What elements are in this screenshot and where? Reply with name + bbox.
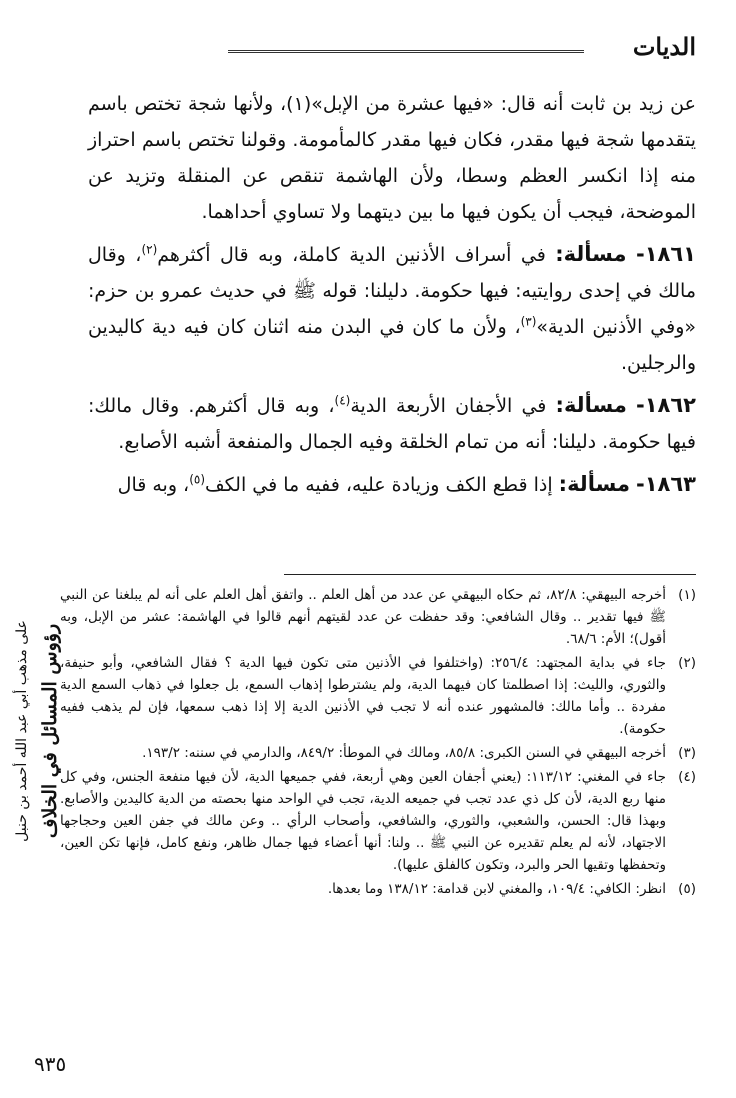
masala-text: ، وبه قال — [117, 474, 190, 496]
masala-text: ، وبه قال أكثرهم. وقال مالك: فيها حكومة. دليلنا: أنه من تمام الخلقة وفيه الجمال والمنفعة أشبه الأصابع. — [88, 395, 696, 453]
masala-text: ، ولأن ما كان في البدن منه اثنان كان فيه دية كاليدين والرجلين. — [88, 316, 696, 374]
footnote-number: (٥) — [678, 881, 696, 897]
footnote-5 — [60, 878, 696, 900]
masala-1862 — [88, 387, 696, 460]
masala-label: مسألة: — [555, 242, 627, 266]
masala-label: مسألة: — [558, 472, 630, 496]
footnotes — [60, 584, 696, 902]
intro-paragraph: عن زيد بن ثابت أنه قال: «فيها عشرة من الإبل»(١)، ولأنها شجة تختص باسم يتقدمها شجة فيها مقدر، فكان فيها مقدر كالمأمومة. وقولنا تختص باسم احتراز منه إذا انكسر العظم وسطا، ولأن الهاشمة تنقص عن المنقلة وتزيد عن الموضحة، فيجب أن يكون فيها ما بين ديتهما ولا تساوي أحداهما. — [88, 93, 696, 223]
footnote-1 — [60, 584, 696, 650]
running-title: الديات — [632, 32, 696, 61]
side-note — [10, 556, 66, 906]
side-note-subtitle: على مذهب أبي عبد الله أحمد بن حنبل — [14, 620, 30, 842]
masala-1863 — [88, 466, 696, 503]
masala-number: ١٨٦١- — [636, 242, 697, 266]
footnote-text: أخرجه البيهقي في السنن الكبرى: ٨٥/٨، ومالك في الموطأ: ٨٤٩/٢، والدارمي في سننه: ١٩٣/٢. — [142, 745, 666, 761]
masala-text: إذا قطع الكف وزيادة عليه، ففيه ما في الكف — [205, 474, 553, 496]
masala-label: مسألة: — [555, 393, 627, 417]
page-number: ٩٣٥ — [34, 1052, 67, 1076]
masala-text: في أسراف الأذنين الدية كاملة، وبه قال أكثرهم — [157, 244, 546, 266]
footnote-number: (٤) — [678, 769, 696, 785]
footnote-number: (٢) — [678, 655, 696, 671]
footnote-3 — [60, 742, 696, 764]
masala-text: في الأجفان الأربعة الدية — [350, 395, 547, 417]
footnote-ref[interactable]: (٣) — [520, 314, 537, 329]
masala-number: ١٨٦٣- — [636, 472, 696, 496]
footnote-separator — [284, 574, 696, 575]
footnote-ref[interactable]: (٤) — [334, 393, 351, 408]
footnote-number: (١) — [678, 587, 696, 603]
footnote-text: أخرجه البيهقي: ٨٢/٨، ثم حكاه البيهقي عن عدد من أهل العلم .. واتفق أهل العلم على أنه لم يبلغنا عن النبي ﷺ فيها تقدير .. وقال الشافعي: وقد حفظت عن عدد لقيتهم أنهم قالوا في الهاشمة: عشر من الإبل، وبه أقول)؛ الأم: ٦٨/٦. — [60, 587, 666, 647]
masala-text: ، وقال مالك في إحدى روايتيه: فيها حكومة. دليلنا: قوله ﷺ في حديث عمرو بن حزم: «وفي الأذنين الدية» — [88, 244, 697, 338]
footnote-number: (٣) — [678, 745, 696, 761]
footnote-text: انظر: الكافي: ١٠٩/٤، والمغني لابن قدامة: ١٣٨/١٢ وما بعدها. — [327, 881, 666, 897]
masala-1861 — [88, 236, 696, 381]
main-text — [88, 86, 696, 503]
side-note-book-title: رؤوس المسائل في الخلاف — [39, 623, 61, 839]
footnote-ref[interactable]: (٢) — [141, 242, 158, 257]
footnote-ref[interactable]: (٥) — [189, 472, 206, 487]
footnote-4 — [60, 766, 696, 876]
masala-number: ١٨٦٢- — [635, 393, 696, 417]
header-rule — [228, 50, 584, 53]
footnote-2 — [60, 652, 696, 740]
footnote-text: جاء في بداية المجتهد: ٢٥٦/٤: (واختلفوا في الأذنين متى تكون فيها الدية ؟ فقال الشافعي، وأبو حنيفة، والثوري، والليث: إذا اصطلمتا كان فيهما الدية، ولم يشترطوا إذهاب السمع، بل جعلوا في ذهاب السمع الدية مفردة .. وأما مالك: فالمشهور عنده أنه لا تجب في الأذنين الدية إلا إذا ذهب سمعها، فإن لم يذهب ففيه حكومة). — [60, 655, 666, 737]
running-head — [228, 30, 696, 66]
footnote-text: جاء في المغني: ١١٣/١٢: (يعني أجفان العين وهي أربعة، ففي جميعها الدية، لأن فيها منفعة الجنس، وفي كل منها ربع الدية، لأن كل ذي عدد تجب في جميعه الدية، تجب في الواحد منها بحصته من الدية كاليدين والأصابع. وبهذا قال: الحسن، والشعبي، والثوري، والشافعي، وأصحاب الرأي .. وعن مالك في جفن العين وحجاجها الاجتهاد، لأنه لم يعلم تقديره عن النبي ﷺ .. ولنا: أنها أعضاء فيها جمال ظاهر، ونفع كامل، فإنها تكن العين، وتحفظها وتقيها الحر والبرد، وتكون كالفلق عليها). — [60, 769, 666, 873]
